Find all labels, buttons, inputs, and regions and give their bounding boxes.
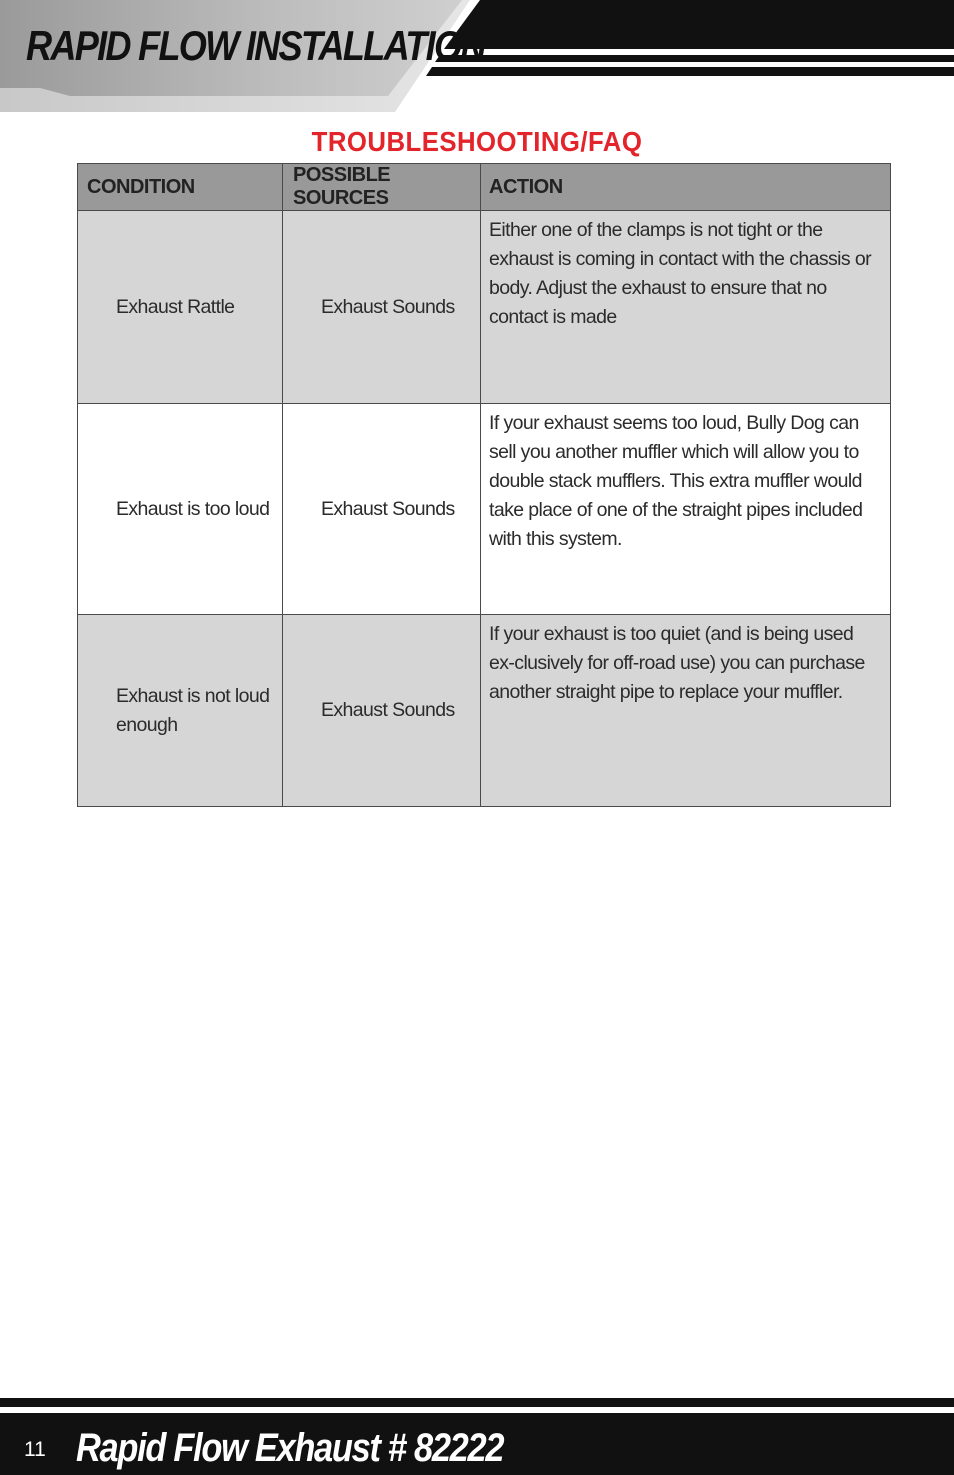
table-row [78, 404, 891, 615]
troubleshooting-table [77, 163, 891, 807]
condition-cell: Exhaust is not loud enough [78, 615, 283, 807]
header-title: RAPID FLOW INSTALLATION [26, 22, 485, 69]
column-header-condition: CONDITION [78, 164, 283, 211]
condition-cell: Exhaust Rattle [78, 211, 283, 404]
table-row [78, 615, 891, 807]
page-number: 11 [24, 1438, 46, 1461]
page-footer [0, 1398, 954, 1475]
column-header-action: ACTION [481, 164, 891, 211]
source-cell: Exhaust Sounds [283, 615, 481, 807]
column-header-possible-sources: POSSIBLE SOURCES [283, 164, 481, 211]
condition-cell: Exhaust is too loud [78, 404, 283, 615]
table-row [78, 211, 891, 404]
section-title: TROUBLESHOOTING/FAQ [311, 126, 643, 157]
source-cell: Exhaust Sounds [283, 404, 481, 615]
footer-title: Rapid Flow Exhaust # 82222 [76, 1426, 504, 1470]
source-cell: Exhaust Sounds [283, 211, 481, 404]
action-cell: If your exhaust seems too loud, Bully Dog can sell you another muffler which will allow you to double stack mufflers. This extra muffler would take place of one of the straight pipes included with this system. [481, 404, 891, 615]
action-cell: If your exhaust is too quiet (and is being used ex-clusively for off-road use) you can purchase another straight pipe to replace your muffler. [481, 615, 891, 807]
action-cell: Either one of the clamps is not tight or the exhaust is coming in contact with the chassis or body. Adjust the exhaust to ensure that no contact is made [481, 211, 891, 404]
table-header-row [78, 164, 891, 211]
page-header [0, 0, 954, 112]
footer-stripe-thin [0, 1398, 954, 1407]
